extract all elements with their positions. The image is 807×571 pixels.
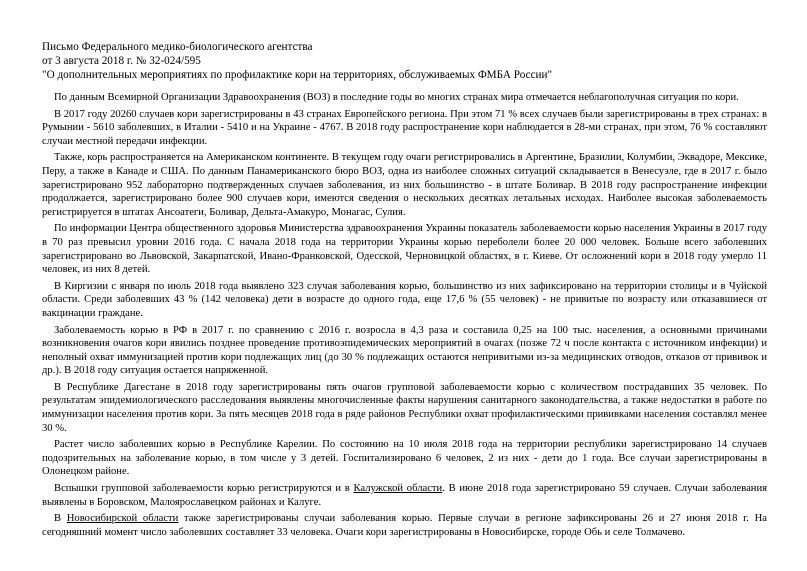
body-paragraph — [42, 324, 767, 378]
body-paragraph — [42, 438, 767, 479]
body-paragraph — [42, 108, 767, 149]
paragraph-text: Вспышки групповой заболеваемости корью регистрируются и в — [54, 483, 354, 495]
paragraph-text: В — [54, 513, 67, 525]
paragraph-text: Заболеваемость корью в РФ в 2017 г. по сравнению с 2016 г. возросла в 4,3 раза и составила 0,25 на 100 тыс. населения, а основными причинами возникновения очагов кори явились позднее проведение противоэпидемических мероприятий в очагах (позже 72 ч после контакта с источником инфекции) и неполный охват иммунизацией против кори подлежащих лиц (до 30 % подлежащих остаются непривитыми из-за медицинских отводов, отказов от прививок и др.). В 2018 году ситуация остается напряженной. — [42, 324, 767, 377]
paragraph-text: . В июне 2018 года зарегистрировано 59 случаев. Случаи заболевания выявлены в Боровском, Малоярославецком районах и Калуге. — [42, 483, 767, 508]
region-link[interactable]: Новосибирской области — [66, 513, 179, 525]
body-paragraph — [42, 280, 767, 321]
body-paragraph — [42, 512, 767, 539]
paragraph-text: Растет число заболевших корью в Республике Карелии. По состоянию на 10 июля 2018 года на территории республики зарегистрировано 14 случаев подозрительных на заболевание корью, в том числе у 3 детей. Госпитализировано 6 человек, 2 из них - дети до 1 года. Все случаи зарегистрированы в Олонецком районе. — [42, 439, 767, 478]
paragraph-text: Также, корь распространяется на Американском континенте. В текущем году очаги регистрировались в Аргентине, Бразилии, Колумбии, Эквадоре, Мексике, Перу, а также в Канаде и США. По данным Панамериканского бюро ВОЗ, одна из наиболее сложных ситуаций складывается в Венесуэле, где в 2017 г. было зарегистрировано 952 лабораторно подтвержденных случаев заболевания, из них большинство - в штате Боливар. В 2018 году распространение инфекции продолжается, зарегистрировано более 900 случаев кори, имеются сведения о нескольких десятках летальных исходах. Наиболее высокая заболеваемость регистрируется в штатах Ансоатеги, Боливар, Дельта-Амакуро, Монагас, Сулия. — [42, 152, 767, 218]
body-paragraph — [42, 151, 767, 219]
region-link[interactable]: Калужской области — [353, 483, 443, 495]
paragraph-text: В Киргизии с января по июль 2018 года выявлено 323 случая заболевания корью, большинство из них зафиксировано на территории столицы и в Чуйской области. Среди заболевших 43 % (142 человека) дети в возрасте до одного года, еще 17,6 % (55 человек) - не привитые по возрасту или отказавшиеся от вакцинации граждане. — [42, 280, 767, 319]
document-header — [42, 40, 767, 82]
header-date-number-line: от 3 августа 2018 г. № 32-024/595 — [42, 55, 201, 67]
body-paragraph — [42, 91, 767, 105]
body-paragraph — [42, 381, 767, 435]
document-body — [42, 91, 767, 539]
paragraph-text: также зарегистрированы случаи заболевания корью. Первые случаи в регионе зафиксированы 26 и 27 июня 2018 г. На сегодняшний момент число заболевших составляет 33 человека. Очаги кори зарегистрированы в Новосибирске, городе Обь и селе Толмачево. — [42, 513, 767, 538]
header-issuer-line: Письмо Федерального медико-биологического агентства — [42, 41, 313, 53]
header-title-line: "О дополнительных мероприятиях по профилактике кори на территориях, обслуживаемых ФМБА России" — [42, 69, 553, 81]
paragraph-text: По информации Центра общественного здоровья Министерства здравоохранения Украины показатель заболеваемости корью населения Украины в 2017 году в 70 раз превысил уровни 2016 года. С начала 2018 года на территории Украины корью переболели более 20 000 человек. Больше всего заболевших зарегистрировано во Львовской, Закарпатской, Ивано-Франковской, Одесской, Черновицкой областях, в г. Киеве. От осложнений кори в 2018 году умерло 11 человек, из них 8 детей. — [42, 223, 767, 276]
paragraph-text: В 2017 году 20260 случаев кори зарегистрированы в 43 странах Европейского региона. При этом 71 % всех случаев были зарегистрированы в трех странах: в Румынии - 5610 заболевших, в Италии - 5410 и на Украине - 4767. В 2018 году распространение кори наблюдается в 28-ми странах, при этом, 76 % составляют случаи местной передачи инфекции. — [42, 108, 767, 147]
body-paragraph — [42, 222, 767, 276]
document — [42, 40, 767, 542]
paragraph-text: По данным Всемирной Организации Здравоохранения (ВОЗ) в последние годы во многих странах мира отмечается неблагополучная ситуация по кори. — [54, 92, 739, 103]
paragraph-text: В Республике Дагестане в 2018 году зарегистрированы пять очагов групповой заболеваемости корью с количеством пострадавших 35 человек. По результатам эпидемиологического расследования выявлены многочисленные факты нарушения санитарного законодательства, а также недостатки в работе по иммунизации населения против кори. За пять месяцев 2018 года в ряде районов Республики охват профилактическими прививками населения составлял менее 30 %. — [42, 381, 767, 434]
body-paragraph — [42, 482, 767, 509]
